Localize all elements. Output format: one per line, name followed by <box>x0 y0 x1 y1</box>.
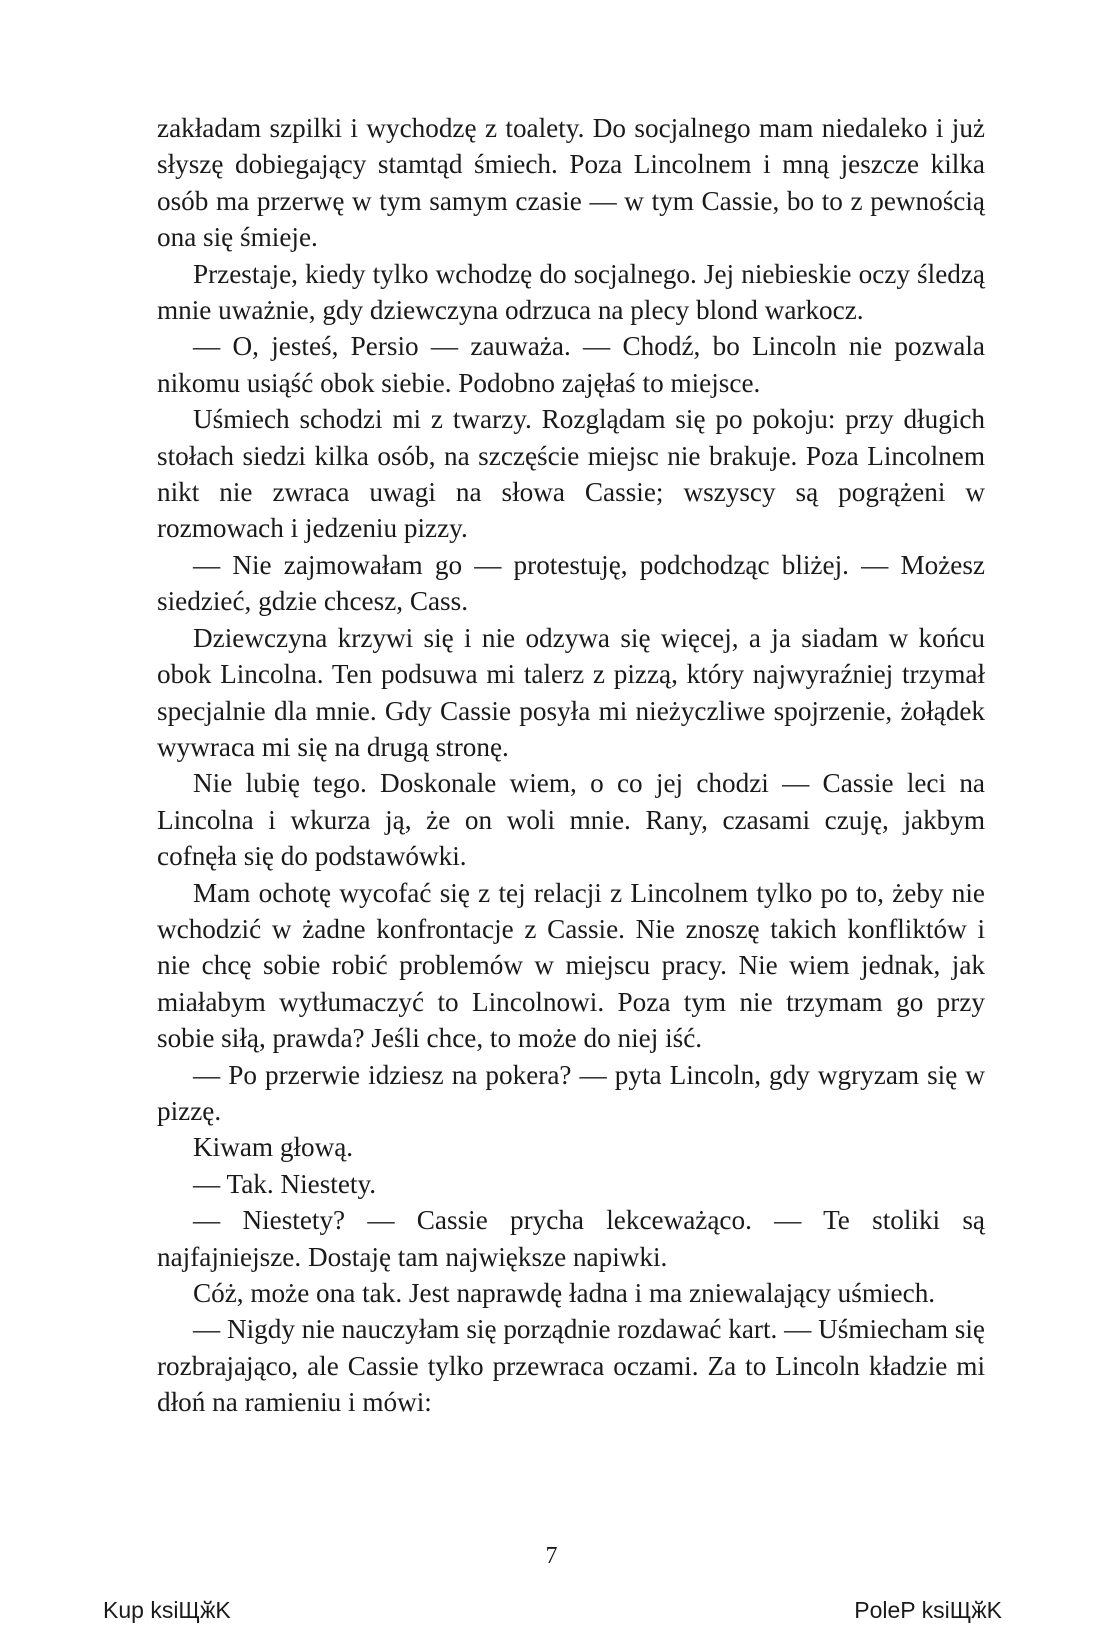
paragraph: — O, jesteś, Persio — zauważa. — Chodź, bo Lincoln nie pozwala nikomu usiąść obok siebie. Podobno zajęłaś to miejsce. <box>157 331 985 398</box>
paragraph: — Tak. Niestety. <box>193 1168 377 1199</box>
paragraph: Uśmiech schodzi mi z twarzy. Rozglądam się po pokoju: przy długich stołach siedzi kilka osób, na szczęście miejsc nie brakuje. Poza Lincolnem nikt nie zwraca uwagi na słowa Cassie; wszyscy są pogrążeni w rozmowach i jedzeniu pizzy. <box>157 404 985 544</box>
paragraph: — Nigdy nie nauczyłam się porządnie rozdawać kart. — Uśmiecham się rozbrajająco, ale Cassie tylko przewraca oczami. Za to Lincoln kładzie mi dłoń na ramieniu i mówi: <box>157 1314 985 1418</box>
body-text <box>157 110 985 1421</box>
paragraph: Dziewczyna krzywi się i nie odzywa się więcej, a ja siadam w końcu obok Lincolna. Ten podsuwa mi talerz z pizzą, który najwyraźniej trzymał specjalnie dla mnie. Gdy Cassie posyła mi nieżyczliwe spojrzenie, żołądek wywraca mi się na drugą stronę. <box>157 622 985 762</box>
paragraph: zakładam szpilki i wychodzę z toalety. Do socjalnego mam niedaleko i już słyszę dobiegający stamtąd śmiech. Poza Lincolnem i mną jeszcze kilka osób ma przerwę w tym samym czasie — w tym Cassie, bo to z pewnością ona się śmieje. <box>157 113 985 253</box>
recommend-book-link[interactable]: PoleP ksiЩӂK <box>854 1597 1002 1623</box>
paragraph: — Nie zajmowałam go — protestuję, podchodząc bliżej. — Możesz siedzieć, gdzie chcesz, Cass. <box>157 549 985 617</box>
paragraph: — Po przerwie idziesz na pokera? — pyta Lincoln, gdy wgryzam się w pizzę. <box>157 1059 985 1126</box>
page-number: 7 <box>545 1543 558 1569</box>
paragraph: Cóż, może ona tak. Jest naprawdę ładna i ma zniewalający uśmiech. <box>193 1278 936 1308</box>
paragraph: Nie lubię tego. Doskonale wiem, o co jej chodzi — Cassie leci na Lincolna i wkurza ją, że on woli mnie. Rany, czasami czuję, jakbym cofnęła się do podstawówki. <box>157 768 985 872</box>
paragraph: Mam ochotę wycofać się z tej relacji z Lincolnem tylko po to, żeby nie wchodzić w żadne konfrontacje z Cassie. Nie znoszę takich konfliktów i nie chcę sobie robić problemów w miejscu pracy. Nie wiem jednak, jak miałabym wytłumaczyć to Lincolnowi. Poza tym nie trzymam go przy sobie siłą, prawda? Jeśli chce, to może do niej iść. <box>157 877 985 1054</box>
paragraph: Przestaje, kiedy tylko wchodzę do socjalnego. Jej niebieskie oczy śledzą mnie uważnie, gdy dziewczyna odrzuca na plecy blond warkocz. <box>157 258 985 326</box>
buy-book-link[interactable]: Kup ksiЩӂK <box>103 1597 231 1623</box>
paragraph: Kiwam głową. <box>193 1132 354 1163</box>
paragraph: — Niestety? — Cassie prycha lekceważąco. — Te stoliki są najfajniejsze. Dostaję tam największe napiwki. <box>157 1205 985 1272</box>
